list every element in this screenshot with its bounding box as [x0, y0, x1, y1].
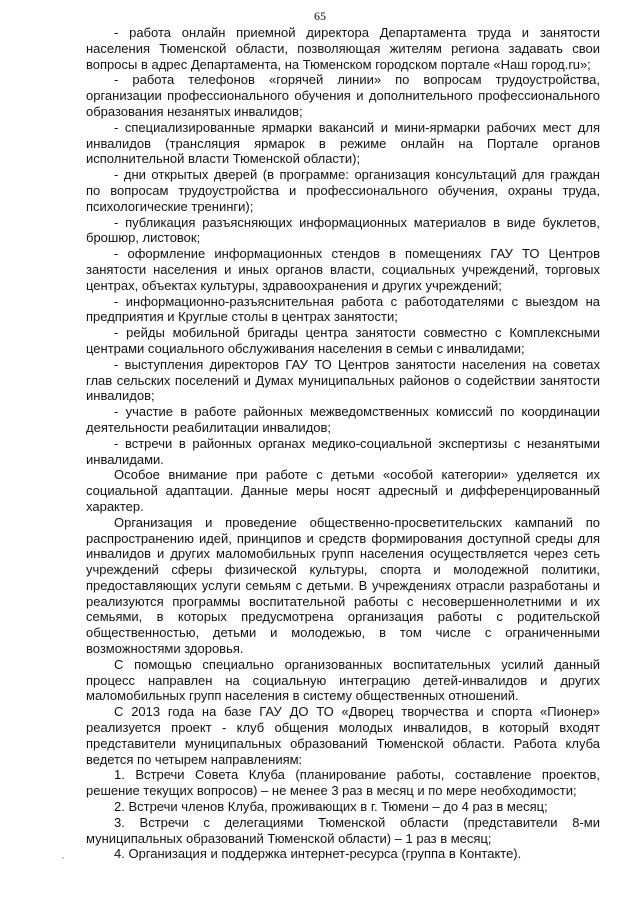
- numbered-item: 4. Организация и поддержка интернет-ресурса (группа в Контакте).: [114, 846, 522, 862]
- bullet-item: - информационно-разъяснительная работа с работодателями с выездом на предприятия и Круглые столы в центрах занятости;: [86, 293, 600, 325]
- paragraph-integration: С помощью специально организованных воспитательных усилий данный процесс направлен на социальную интеграцию детей-инвалидов и других маломобильных групп населения в систему общественных отношений.: [86, 656, 600, 704]
- page-number: 65: [314, 9, 326, 23]
- bullet-item: - встречи в районных органах медико-социальной экспертизы с незанятыми инвалидами.: [86, 435, 600, 467]
- paragraph-club-project: С 2013 года на базе ГАУ ДО ТО «Дворец творчества и спорта «Пионер» реализуется проект - клуб общения молодых инвалидов, в который входят представители муниципальных образований Тюменской области. Работа клуба ведется по четырем направлениям:: [86, 704, 600, 767]
- bullet-item: - публикация разъясняющих информационных материалов в виде буклетов, брошюр, листовок;: [86, 214, 600, 246]
- numbered-item: 2. Встречи членов Клуба, проживающих в г. Тюмени – до 4 раз в месяц;: [114, 799, 548, 815]
- bullet-item: - рейды мобильной бригады центра занятости совместно с Комплексными центрами социального обслуживания населения в семьи с инвалидами;: [86, 325, 600, 356]
- numbered-item: 3. Встречи с делегациями Тюменской области (представители 8-ми муниципальных образований Тюменской области) – 1 раз в месяц;: [86, 814, 600, 846]
- bullet-item: - работа онлайн приемной директора Департамента труда и занятости населения Тюменской области, позволяющая жителям региона задавать свои вопросы в адрес Департамента, на Тюменском городском портале «Наш город.ru»;: [86, 25, 600, 72]
- bullet-item: - участие в работе районных межведомственных комиссий по координации деятельности реабилитации инвалидов;: [86, 404, 600, 435]
- bullet-item: - работа телефонов «горячей линии» по вопросам трудоустройства, организации профессионального обучения и дополнительного профессионального образования незанятых инвалидов;: [86, 72, 600, 119]
- paragraph-campaigns: Организация и проведение общественно-просветительских кампаний по распространению идей, принципов и средств формирования доступной среды для инвалидов и других маломобильных групп населения осуществляется через сеть учреждений сферы физической культуры, спорта и молодежной политики, предоставляющих услуги семьям с детьми. В учреждениях отрасли разработаны и реализуются программы воспитательной работы с несовершеннолетними и их семьями, в которых предусмотрена организация работы с родительской общественностью, детьми и молодежью, в том числе с ограниченными возможностями здоровья.: [86, 514, 600, 657]
- paragraph-special-category: Особое внимание при работе с детьми «особой категории» уделяется их социальной адаптации. Данные меры носят адресный и дифференцированный характер.: [86, 467, 600, 514]
- body-text: [86, 25, 600, 862]
- numbered-item: 1. Встречи Совета Клуба (планирование работы, составление проектов, решение текущих вопросов) – не менее 3 раз в месяц и по мере необходимости;: [86, 767, 600, 799]
- bullet-item: - специализированные ярмарки вакансий и мини-ярмарки рабочих мест для инвалидов (трансляция ярмарок в режиме онлайн на Портале органов исполнительной власти Тюменской области);: [86, 119, 600, 167]
- bullet-item: - дни открытых дверей (в программе: организация консультаций для граждан по вопросам трудоустройства и профессионального обучения, охраны труда, психологические тренинги);: [86, 167, 600, 214]
- bullet-item: - выступления директоров ГАУ ТО Центров занятости населения на советах глав сельских поселений и Думах муниципальных районов о содействии занятости инвалидов;: [86, 356, 600, 404]
- bullet-item: - оформление информационных стендов в помещениях ГАУ ТО Центров занятости населения и иных органов власти, социальных учреждений, торговых центрах, объектах культуры, здравоохранения и других учреждений;: [86, 246, 600, 293]
- scan-artifact: [62, 857, 64, 859]
